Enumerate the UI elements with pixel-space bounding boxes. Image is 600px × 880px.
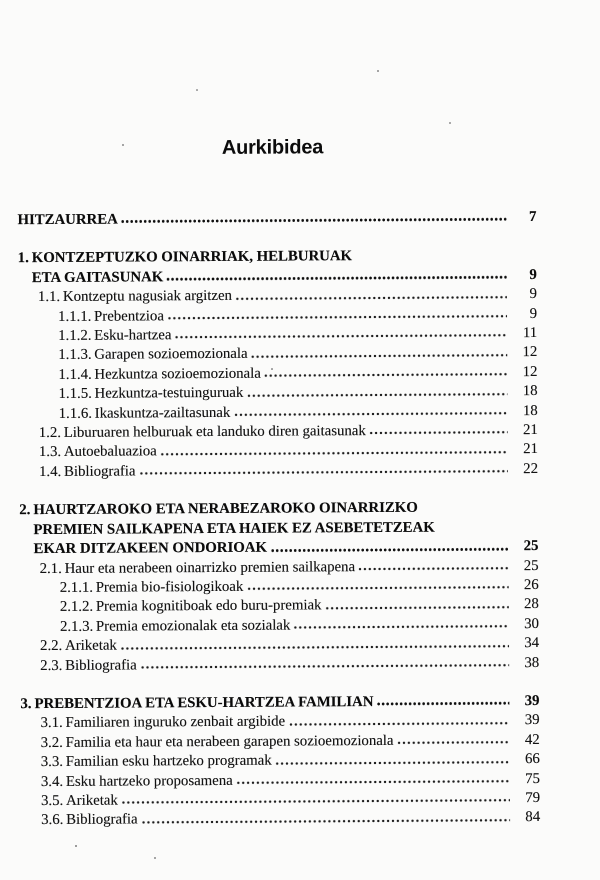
entry-number: 1.1.5. [58,385,92,403]
scan-speck [271,368,273,370]
scan-speck [122,144,124,146]
page-number: 18 [522,402,538,419]
page-number: 28 [523,596,539,613]
toc-row [19,440,538,463]
page-number: 9 [529,305,538,322]
toc-row [20,557,539,580]
toc-row [19,402,538,425]
dot-leader [140,657,510,675]
entry-number: 1.1.6. [58,405,92,422]
page-number: 21 [522,441,538,458]
scanned-text-block [16,0,540,880]
entry-label: Bibliografia [66,811,138,829]
entry-label: Esku hartzeko proposamena [65,772,233,790]
entry-number: 3.2. [40,734,63,751]
entry-label: Autoebaluazioa [63,443,157,461]
entry-label: Premia bio-fisiologikoak [95,578,244,596]
entry-label: Ikaskuntza-zailtasunak [94,404,231,422]
dot-leader [246,386,507,404]
page-number: 39 [524,692,540,710]
scan-speck [154,857,156,859]
entry-number: 2.1.1. [59,579,94,596]
entry-number: 2.1.2. [59,599,94,616]
dot-leader [324,599,508,616]
dot-leader [233,405,508,423]
entry-label: HAURTZAROKO ETA NERABEZAROKO OINARRIZKO [33,500,418,519]
toc-row [21,789,540,812]
page-number: 75 [525,770,540,787]
page-number: 42 [524,731,540,748]
entry-number: 1.1. [37,289,61,306]
entry-number: 2.1.3. [59,618,94,635]
entry-number: 1.2. [38,424,61,442]
dot-leader [246,580,509,598]
entry-number: 3.1. [40,715,63,732]
toc-row [21,770,540,793]
dot-leader [396,734,509,751]
page-title: Aurkibidea [221,136,324,159]
entry-number: 1. [17,250,29,267]
entry-label: Premia kognitiboak edo buru-premiak [95,597,322,616]
entry-number: 1.1.1. [57,308,92,325]
scan-speck [196,89,198,91]
scan-speck [75,845,77,847]
page-number: 84 [525,809,541,826]
toc-row [18,324,537,347]
entry-number: 2. [19,502,31,519]
entry-label: PREMIEN SAILKAPENA ETA HAIEK EZ ASEBETETZEAK [33,519,435,538]
entry-number: 2.1. [39,560,62,577]
toc-row [20,692,539,715]
page-number: 38 [524,654,540,671]
dot-leader [121,793,510,811]
entry-label: EKAR DITZAKEEN ONDORIOAK [33,539,267,558]
dot-leader [160,444,508,462]
entry-label: Prebentzioa [93,307,164,325]
dot-leader [121,212,507,230]
dot-leader [236,773,510,791]
entry-label: Bibliografia [65,656,137,674]
entry-label: Bibliografia [63,463,136,480]
toc-list [17,208,540,831]
toc-row [18,305,537,328]
entry-number: 3.6. [41,812,64,829]
entry-label: PREBENTZIOA ETA ESKU-HARTZEA FAMILIAN [34,693,374,713]
entry-label: ETA GAITASUNAK [31,269,164,286]
toc-row [21,750,540,773]
entry-label: Esku-hartzea [94,327,172,344]
scan-speck [377,70,379,72]
dot-leader [275,754,510,771]
toc-row [17,208,536,231]
dot-leader [293,618,509,635]
page-number: 12 [522,363,538,380]
page-number: 30 [524,615,539,632]
dot-leader [174,328,507,346]
entry-label: Familian esku hartzeko programak [65,752,272,771]
toc-row [18,382,537,405]
toc-row [21,731,540,754]
entry-label: Ariketak [64,637,117,655]
page-number: 7 [528,209,537,226]
page-number: 34 [524,635,540,652]
toc-row [18,285,537,308]
dot-leader [369,425,508,442]
entry-label: Kontzeptu nagusiak argitzen [62,288,232,306]
dot-leader [120,638,509,656]
page-number: 66 [524,751,540,768]
toc-row [18,363,537,386]
toc-row [19,537,538,560]
entry-number: 3.5. [40,792,64,810]
entry-number: 2.2. [39,638,63,655]
entry-number: 3.4. [40,773,64,790]
page-number: 11 [522,325,538,342]
entry-label: Hezkuntza-testuinguruak [94,385,244,402]
toc-row [20,595,539,618]
page-number: 21 [522,422,538,439]
page-number: 9 [529,286,537,303]
page-number: 12 [522,344,538,361]
entry-label: Familiaren inguruko zenbait argibide [65,713,286,732]
dot-leader [264,366,508,383]
page-number: 26 [523,576,539,594]
entry-number: 1.3. [38,444,62,461]
entry-label: KONTZEPTUZKO OINARRIAK, HELBURUAK [31,248,353,267]
toc-row [20,654,539,677]
page-number: 39 [524,712,540,729]
entry-label: Ariketak [65,792,118,809]
entry-label: Familia eta haur eta nerabeen garapen sozioemozionala [65,732,394,751]
toc-row [20,576,539,599]
toc-row [20,711,539,734]
dot-leader [376,696,509,713]
dot-leader [250,347,507,365]
dot-leader [288,715,510,732]
entry-label: HITZAURREA [17,211,118,229]
toc-row [19,421,538,444]
entry-number: 1.1.4. [58,366,92,383]
page-number: 22 [523,460,539,477]
entry-label: Haur eta nerabeen oinarrizko premien sailkapena [64,558,356,577]
toc-row [20,634,539,657]
page-number: 9 [529,266,537,283]
entry-number: 3. [20,696,32,713]
dot-leader [167,308,507,326]
dot-leader [358,560,509,577]
dot-leader [235,289,507,307]
entry-number: 1.4. [38,463,62,480]
dot-leader [141,812,511,830]
dot-leader [166,269,507,287]
toc-row [18,266,537,289]
page-number: 25 [523,538,539,555]
entry-number: 3.3. [40,754,63,771]
entry-label: Hezkuntza sozioemozionala [94,365,261,383]
entry-number: 1.1.3. [58,347,92,364]
scan-speck [449,122,451,124]
toc-row [21,808,540,831]
toc-row [20,615,539,638]
entry-label: Premia emozionalak eta sozialak [95,617,291,635]
page-number: 79 [525,789,541,807]
toc-row [18,343,537,366]
dot-leader [138,463,508,481]
entry-label: Liburuaren helburuak eta landuko diren gaitasunak [63,423,366,441]
toc-row [19,460,538,483]
page-number: 18 [522,383,538,400]
page-number: 25 [523,557,539,574]
entry-number: 2.3. [40,657,63,674]
entry-label: Garapen sozioemozionala [94,346,248,364]
dot-leader [270,541,509,558]
entry-number: 1.1.2. [58,327,92,344]
